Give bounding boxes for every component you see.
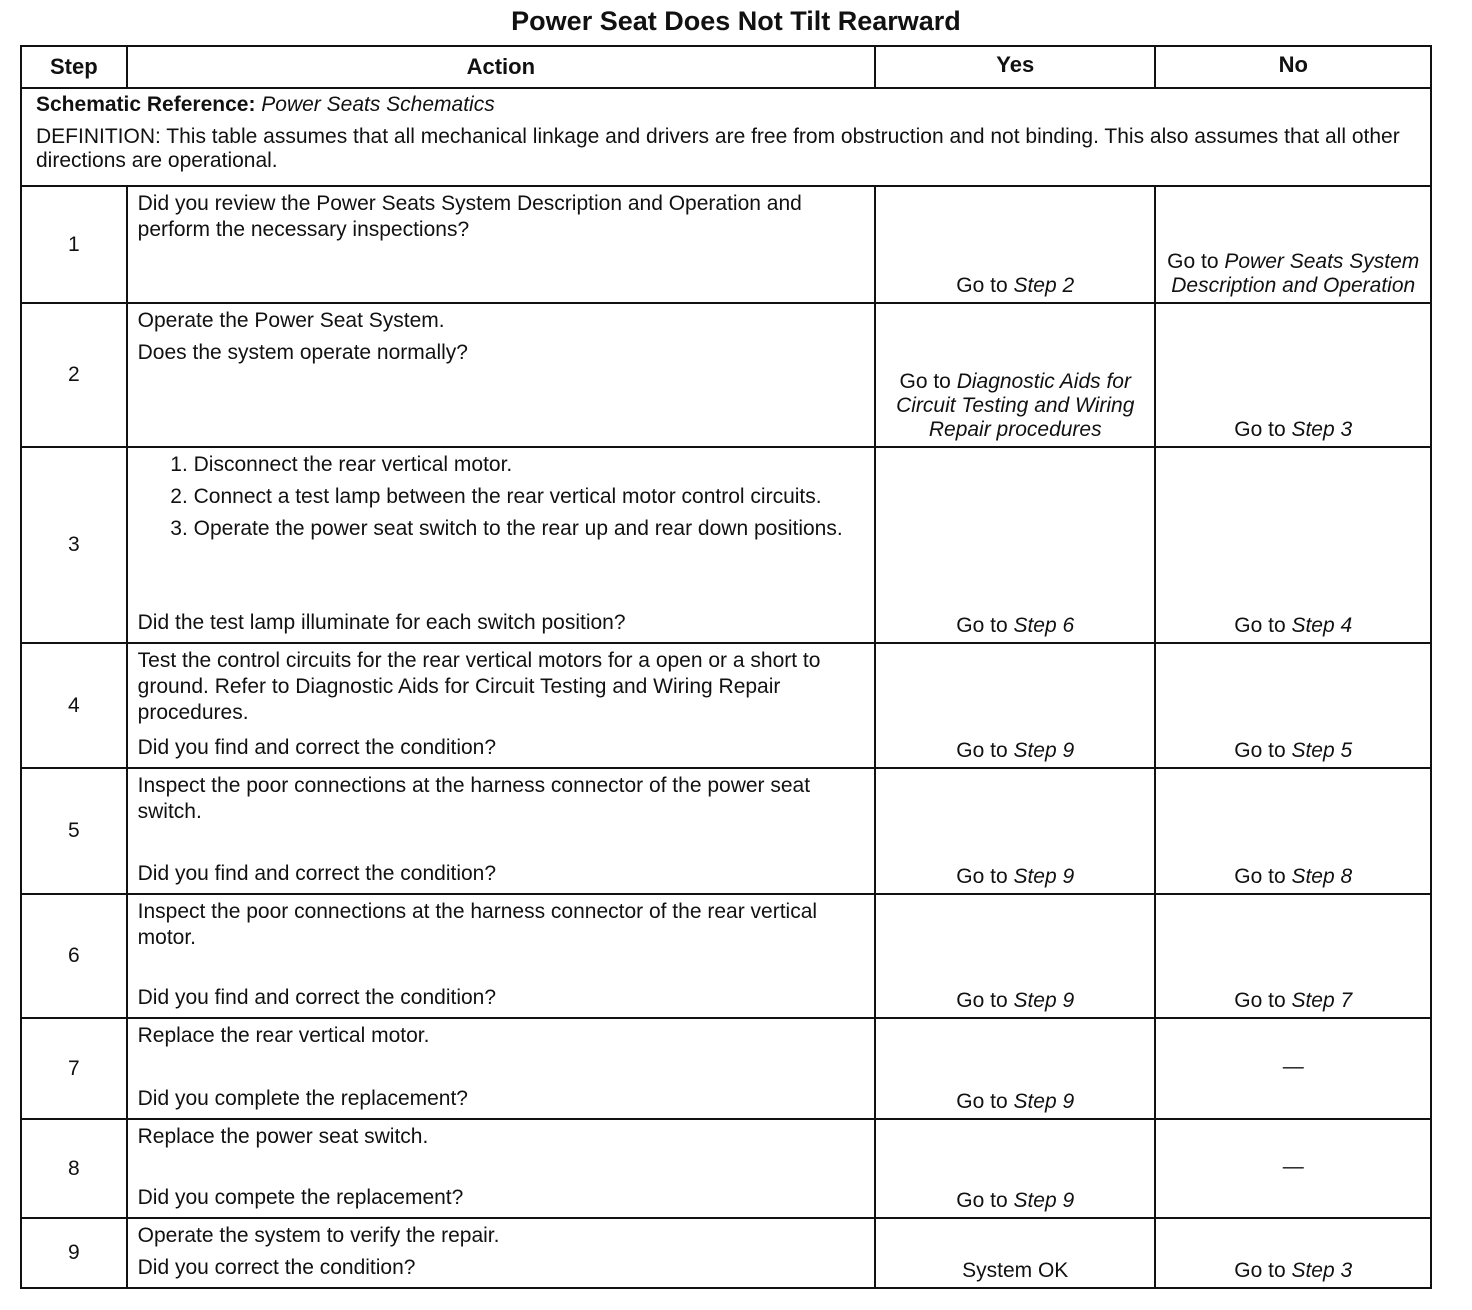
action-question: Did you find and correct the condition? bbox=[137, 736, 497, 759]
action-step: 3. Operate the power seat switch to the rear up and rear down positions. bbox=[194, 516, 864, 542]
action-step: 1. Disconnect the rear vertical motor. bbox=[194, 452, 864, 478]
action-text: Did you review the Power Seats System Description and Operation and perform the necessary inspections? bbox=[137, 192, 802, 241]
yes-prefix: Go to bbox=[956, 989, 1014, 1012]
action-text: Operate the Power Seat System. bbox=[137, 309, 445, 332]
yes-cell bbox=[875, 1119, 1155, 1218]
header-step: Step bbox=[21, 46, 127, 88]
header-yes: Yes bbox=[875, 46, 1155, 88]
step-number: 5 bbox=[21, 768, 127, 894]
yes-link[interactable]: Step 9 bbox=[1013, 865, 1075, 888]
action-cell bbox=[127, 186, 875, 303]
header-action: Action bbox=[127, 46, 875, 88]
action-cell bbox=[127, 1018, 875, 1119]
action-text: Test the control circuits for the rear vertical motors for a open or a short to ground. Refer to Diagnostic Aids for Circuit Testing and Wiring Repair procedures. bbox=[137, 649, 821, 724]
table-row bbox=[21, 1018, 1431, 1119]
no-link[interactable]: Step 7 bbox=[1291, 989, 1353, 1012]
action-steps bbox=[138, 452, 864, 542]
table-row bbox=[21, 1218, 1431, 1288]
no-cell bbox=[1155, 894, 1431, 1018]
table-row bbox=[21, 1119, 1431, 1218]
diagnostic-table bbox=[20, 45, 1432, 1289]
action-question: Did you compete the replacement? bbox=[137, 1186, 464, 1209]
yes-cell bbox=[875, 643, 1155, 768]
action-cell bbox=[127, 447, 875, 643]
no-prefix: Go to bbox=[1234, 739, 1292, 762]
yes-cell bbox=[875, 1018, 1155, 1119]
no-link[interactable]: Step 8 bbox=[1291, 865, 1353, 888]
table-row bbox=[21, 894, 1431, 1018]
action-cell bbox=[127, 303, 875, 447]
step-number: 2 bbox=[21, 303, 127, 447]
action-text: Replace the power seat switch. bbox=[137, 1125, 429, 1148]
schematic-label: Schematic Reference: bbox=[36, 93, 256, 116]
table-row bbox=[21, 303, 1431, 447]
yes-cell bbox=[875, 186, 1155, 303]
action-cell bbox=[127, 1119, 875, 1218]
yes-link[interactable]: Step 6 bbox=[1013, 614, 1075, 637]
yes-prefix: Go to bbox=[956, 1090, 1014, 1113]
no-prefix: Go to bbox=[1167, 250, 1225, 273]
yes-cell bbox=[875, 447, 1155, 643]
no-cell bbox=[1155, 1119, 1431, 1218]
step-number: 9 bbox=[21, 1218, 127, 1288]
action-question: Does the system operate normally? bbox=[137, 341, 468, 364]
yes-link[interactable]: Step 2 bbox=[1013, 274, 1075, 297]
action-question: Did you complete the replacement? bbox=[137, 1087, 468, 1110]
step-number: 7 bbox=[21, 1018, 127, 1119]
no-cell bbox=[1155, 303, 1431, 447]
page-title: Power Seat Does Not Tilt Rearward bbox=[511, 6, 961, 36]
yes-link[interactable]: Diagnostic Aids for Circuit Testing and Wiring Repair procedures bbox=[896, 370, 1135, 441]
action-text: Replace the rear vertical motor. bbox=[137, 1024, 430, 1047]
step-number: 8 bbox=[21, 1119, 127, 1218]
no-prefix: Go to bbox=[1234, 989, 1292, 1012]
yes-link[interactable]: Step 9 bbox=[1013, 1189, 1075, 1212]
no-link[interactable]: Step 3 bbox=[1291, 418, 1353, 441]
no-text: — bbox=[1282, 1154, 1304, 1178]
action-question: Did the test lamp illuminate for each switch position? bbox=[137, 611, 626, 634]
action-text: Operate the system to verify the repair. bbox=[137, 1224, 500, 1247]
action-step: 2. Connect a test lamp between the rear vertical motor control circuits. bbox=[194, 484, 864, 510]
no-link[interactable]: Power Seats System Description and Operation bbox=[1171, 250, 1420, 297]
action-question: Did you find and correct the condition? bbox=[137, 862, 497, 885]
yes-cell bbox=[875, 303, 1155, 447]
step-number: 1 bbox=[21, 186, 127, 303]
action-cell bbox=[127, 643, 875, 768]
table-row bbox=[21, 447, 1431, 643]
action-text: Inspect the poor connections at the harness connector of the power seat switch. bbox=[137, 774, 811, 823]
table-row bbox=[21, 186, 1431, 303]
no-cell bbox=[1155, 1218, 1431, 1288]
yes-link[interactable]: Step 9 bbox=[1013, 1090, 1075, 1113]
action-question: Did you correct the condition? bbox=[137, 1256, 416, 1279]
yes-prefix: Go to bbox=[956, 274, 1014, 297]
schematic-row bbox=[21, 88, 1431, 186]
no-prefix: Go to bbox=[1234, 1259, 1292, 1282]
no-cell bbox=[1155, 1018, 1431, 1119]
action-cell bbox=[127, 894, 875, 1018]
no-link[interactable]: Step 4 bbox=[1291, 614, 1353, 637]
step-number: 3 bbox=[21, 447, 127, 643]
header-no: No bbox=[1155, 46, 1431, 88]
header-row bbox=[21, 46, 1431, 88]
action-cell bbox=[127, 1218, 875, 1288]
yes-prefix: Go to bbox=[899, 370, 957, 393]
table-row bbox=[21, 643, 1431, 768]
yes-link[interactable]: Step 9 bbox=[1013, 989, 1075, 1012]
action-question: Did you find and correct the condition? bbox=[137, 986, 497, 1009]
no-cell bbox=[1155, 447, 1431, 643]
no-prefix: Go to bbox=[1234, 614, 1292, 637]
definition: DEFINITION: This table assumes that all mechanical linkage and drivers are free from obstruction and not binding. This also assumes that all other directions are operational. bbox=[36, 125, 1400, 172]
schematic-link[interactable]: Power Seats Schematics bbox=[261, 93, 495, 116]
no-prefix: Go to bbox=[1234, 865, 1292, 888]
no-link[interactable]: Step 3 bbox=[1291, 1259, 1353, 1282]
no-cell bbox=[1155, 643, 1431, 768]
step-number: 4 bbox=[21, 643, 127, 768]
action-text: Inspect the poor connections at the harness connector of the rear vertical motor. bbox=[137, 900, 818, 949]
no-link[interactable]: Step 5 bbox=[1291, 739, 1353, 762]
no-text: — bbox=[1282, 1054, 1304, 1078]
yes-link[interactable]: Step 9 bbox=[1013, 739, 1075, 762]
yes-cell bbox=[875, 894, 1155, 1018]
action-cell bbox=[127, 768, 875, 894]
no-cell bbox=[1155, 186, 1431, 303]
yes-prefix: Go to bbox=[956, 865, 1014, 888]
yes-prefix: Go to bbox=[956, 1189, 1014, 1212]
yes-prefix: Go to bbox=[956, 614, 1014, 637]
yes-prefix: Go to bbox=[956, 739, 1014, 762]
step-number: 6 bbox=[21, 894, 127, 1018]
yes-cell bbox=[875, 768, 1155, 894]
no-prefix: Go to bbox=[1234, 418, 1292, 441]
no-cell bbox=[1155, 768, 1431, 894]
yes-cell bbox=[875, 1218, 1155, 1288]
yes-text: System OK bbox=[962, 1259, 1069, 1282]
table-row bbox=[21, 768, 1431, 894]
